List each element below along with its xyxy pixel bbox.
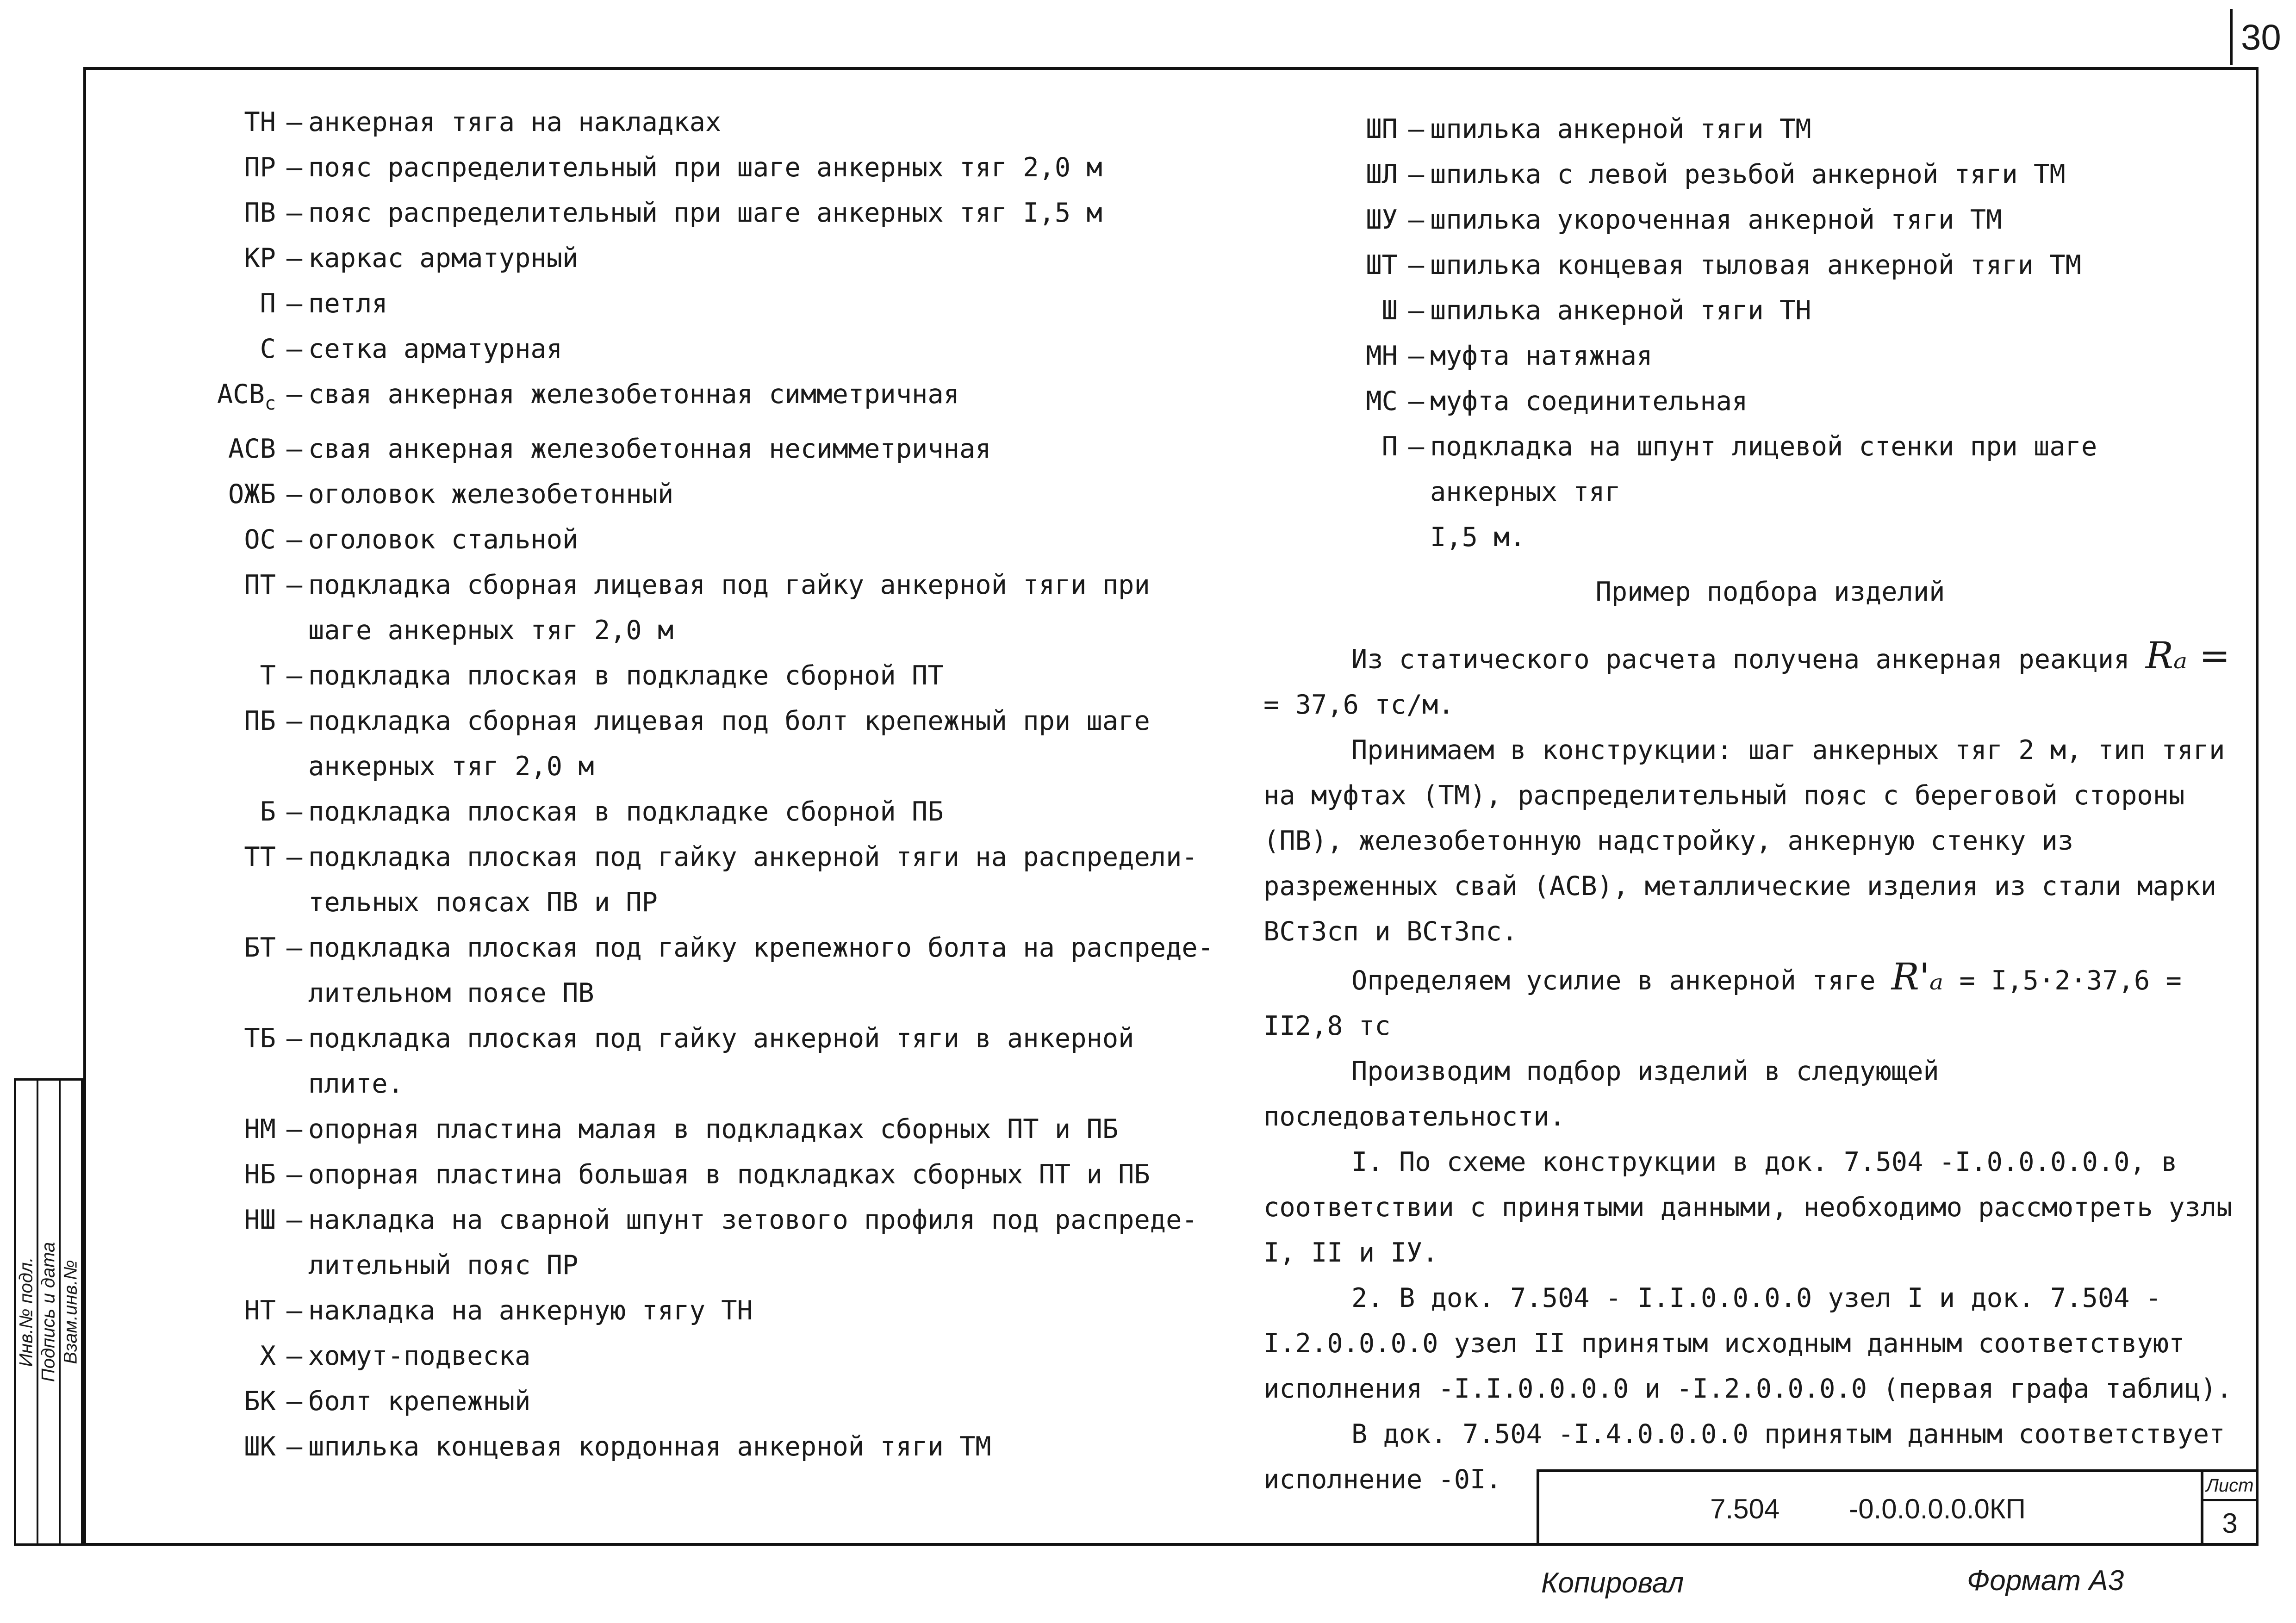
item-code: ТН [244,107,276,137]
left-abbreviation-list [194,99,1305,1469]
item-code: Х [260,1341,276,1371]
item-description: подкладка плоская в подкладке сборной ПТ [308,660,944,691]
item-code: НБ [244,1159,276,1190]
dash-separator: – [1408,205,1425,235]
list-item [194,789,1305,834]
item-code: МС [1366,386,1398,417]
item-description-continued: лительном поясе ПВ [308,978,594,1008]
dash-separator: – [286,152,303,183]
example-para-6: 2. В док. 7.504 - I.I.0.0.0.0 узел I и док. 7.504 -I.2.0.0.0.0 узел II принятым исходным данным соответствуют исполнения -I.I.0.0.0.0 и -I.2.0.0.0.0 (первая графа таблиц). [1263,1283,2233,1404]
item-description: оголовок стальной [308,524,579,555]
item-code: ШЛ [1366,159,1398,190]
dash-separator: – [286,198,303,228]
dash-separator: – [286,1205,303,1235]
dash-separator: – [286,660,303,691]
item-description: подкладка плоская под гайку анкерной тяги в анкерной [308,1023,1134,1054]
footer-copied: Копировал [1541,1567,1684,1599]
item-code: ПТ [244,570,276,600]
list-item [194,281,1305,326]
doc-code: 7.504 [1710,1493,1780,1524]
list-item-continuation [194,880,1305,925]
dash-separator: – [1408,114,1425,144]
item-code: ОЖБ [228,479,276,510]
example-para-1 [1263,633,2240,682]
item-code: ОС [244,524,276,555]
list-item [1310,288,2231,333]
list-item [194,472,1305,517]
item-code: КР [244,243,276,274]
list-item [1310,197,2231,243]
item-code: НМ [244,1114,276,1144]
dash-separator: – [286,243,303,274]
item-code: Ш [1381,295,1398,326]
item-description: подкладка сборная лицевая под гайку анкерной тяги при [308,570,1150,600]
spacer [280,608,308,653]
example-para-5: I. По схеме конструкции в док. 7.504 -I.0.0.0.0.0, в соответствии с принятыми данными, необходимо рассмотреть узлы I, II и IУ. [1263,1147,2233,1268]
spacer [280,744,308,789]
list-item [194,236,1305,281]
item-description: свая анкерная железобетонная несимметричная [308,434,991,464]
item-description: подкладка сборная лицевая под болт крепежный при шаге [308,706,1150,736]
dash-separator: – [286,1295,303,1326]
item-code: ШУ [1366,205,1398,235]
sheet-label: Лист [2203,1472,2256,1501]
force-symbol: R'ₐ [1891,955,1944,998]
list-item [194,1424,1305,1469]
dash-separator: – [286,334,303,364]
dash-separator: – [286,288,303,319]
footer-format: Формат А3 [1967,1565,2124,1597]
list-item [194,99,1305,145]
sidebar-cell-replace [61,1081,81,1543]
sidebar-label-replace: Взам.инв.№ [60,1260,81,1364]
example-para-1a: Из статического расчета получена анкерная реакция [1351,644,2130,675]
list-item [1310,333,2231,379]
item-description: подкладка плоская под гайку крепежного болта на распреде- [308,933,1214,963]
item-code: С [260,334,276,364]
item-description: подкладка плоская в подкладке сборной ПБ [308,796,944,827]
item-description: подкладка на шпунт лицевой стенки при шаге анкерных тяг [1430,431,2113,507]
list-item [194,1379,1305,1424]
item-code: ТБ [244,1023,276,1054]
list-item [1310,424,2231,515]
sidebar-label-sign: Подпись и дата [38,1242,59,1382]
spacer [1310,515,1402,560]
example-para-3 [1263,954,2240,1049]
list-item [194,1152,1305,1197]
item-description: хомут-подвеска [308,1341,531,1371]
spacer [280,880,308,925]
item-code: МН [1366,341,1398,371]
item-description-continued: плите. [308,1069,404,1099]
dash-separator: – [1408,250,1425,280]
item-code: АСВ [228,434,276,464]
dash-separator: – [286,842,303,872]
item-description: сетка арматурная [308,334,563,364]
example-para-2: Принимаем в конструкции: шаг анкерных тяг 2 м, тип тяги на муфтах (ТМ), распределительный пояс с береговой стороны (ПВ), железобетонную надстройку, анкерную стенку из разреженных свай (АСВ), металлические изделия из стали марки ВСт3сп и ВСт3пс. [1263,735,2225,947]
item-code: ТТ [244,842,276,872]
item-code: БК [244,1386,276,1417]
dash-separator: – [286,434,303,464]
list-item [194,698,1305,744]
dash-separator: – [286,1159,303,1190]
list-item-continuation [1310,515,2231,560]
example-section [1263,569,2240,1502]
item-code: НШ [244,1205,276,1235]
dash-separator: – [286,933,303,963]
list-item [194,1016,1305,1061]
dash-separator: – [1408,386,1425,417]
dash-separator: – [286,379,303,410]
item-description: шпилька укороченная анкерной тяги ТМ [1430,205,2002,235]
example-para-7: В док. 7.504 -I.4.0.0.0.0 принятым данным соответствует исполнение -0I. [1263,1419,2225,1495]
item-code: П [260,288,276,319]
dash-separator: – [1408,295,1425,326]
dash-separator: – [286,570,303,600]
list-item [194,372,1305,426]
dash-separator: – [286,1023,303,1054]
item-code: НТ [244,1295,276,1326]
list-item [194,1333,1305,1379]
list-item [194,1288,1305,1333]
item-description: петля [308,288,388,319]
item-description: шпилька концевая кордонная анкерной тяги ТМ [308,1431,991,1462]
item-code-subscript: с [264,393,276,414]
dash-separator: – [286,1114,303,1144]
spacer [280,970,308,1016]
item-code: ПБ [244,706,276,736]
dash-separator: – [286,796,303,827]
dash-separator: – [1408,341,1425,371]
list-item [1310,379,2231,424]
sidebar-cell-inv [16,1081,38,1543]
sheet-cell [2201,1472,2256,1546]
item-description: опорная пластина большая в подкладках сборных ПТ и ПБ [308,1159,1150,1190]
title-block [1537,1469,2256,1546]
dash-separator: – [286,706,303,736]
right-abbreviation-list [1310,106,2231,560]
list-item [194,190,1305,236]
list-item [194,1197,1305,1243]
list-item [194,517,1305,562]
spacer [280,1243,308,1288]
item-description: пояс распределительный при шаге анкерных тяг 2,0 м [308,152,1102,183]
item-code: Б [260,796,276,827]
item-description-continued: шаге анкерных тяг 2,0 м [308,615,674,646]
page-number: 30 [2230,9,2295,65]
list-item [194,326,1305,372]
sidebar-cell-sign [38,1081,61,1543]
list-item-continuation [194,1061,1305,1107]
list-item [194,925,1305,970]
spacer [194,970,280,1016]
item-description: муфта натяжная [1430,341,1653,371]
list-item [194,1107,1305,1152]
list-item-continuation [194,608,1305,653]
example-para-3a: Определяем усилие в анкерной тяге [1351,965,1876,996]
item-code: Т [260,660,276,691]
item-description: накладка на сварной шпунт зетового профиля под распреде- [308,1205,1198,1235]
example-para-1b: = 37,6 тс/м. [1263,690,1454,720]
item-code: $АСВ_с$ [217,379,276,414]
item-description: пояс распределительный при шаге анкерных тяг I,5 м [308,198,1102,228]
item-description-continued: анкерных тяг 2,0 м [308,751,594,782]
item-description: каркас арматурный [308,243,579,274]
doc-suffix: -0.0.0.0.0.0КП [1849,1493,2026,1524]
item-description: шпилька с левой резьбой анкерной тяги ТМ [1430,159,2066,190]
item-description-continued: I,5 м. [1430,522,1525,553]
reaction-symbol: Rₐ = [2145,634,2230,677]
list-item-continuation [194,970,1305,1016]
example-para-4: Производим подбор изделий в следующей последовательности. [1263,1056,1939,1132]
item-description-continued: тельных поясах ПВ и ПР [308,887,658,918]
item-code: БТ [244,933,276,963]
list-item [1310,152,2231,197]
item-description: свая анкерная железобетонная симметричная [308,379,959,410]
list-item [194,145,1305,190]
item-code: ШК [244,1431,276,1462]
item-description: шпилька анкерной тяги ТН [1430,295,1811,326]
item-description: подкладка плоская под гайку анкерной тяги на распредели- [308,842,1198,872]
dash-separator: – [1408,159,1425,190]
dash-separator: – [286,1386,303,1417]
list-item [194,653,1305,698]
dash-separator: – [286,1341,303,1371]
dash-separator: – [286,1431,303,1462]
sidebar-label-inv: Инв.№ подл. [16,1257,37,1367]
spacer [280,1061,308,1107]
dash-separator: – [286,107,303,137]
item-description: болт крепежный [308,1386,531,1417]
list-item [194,562,1305,608]
spacer [194,880,280,925]
dash-separator: – [286,524,303,555]
spacer [194,608,280,653]
list-item [194,426,1305,472]
item-description: муфта соединительная [1430,386,1748,417]
dash-separator: – [286,479,303,510]
item-code: ПР [244,152,276,183]
item-description: шпилька концевая тыловая анкерной тяги ТМ [1430,250,2081,280]
item-description: оголовок железобетонный [308,479,674,510]
sheet-number: 3 [2222,1508,2238,1539]
example-heading: Пример подбора изделий [1595,577,1945,607]
side-stamp [14,1078,83,1546]
dash-separator: – [1408,431,1425,462]
item-description-continued: лительный пояс ПР [308,1250,579,1281]
list-item [194,834,1305,880]
list-item [1310,106,2231,152]
example-para-3b: = I,5·2·37,6 = II2,8 тс [1263,965,2182,1041]
spacer [194,1243,280,1288]
item-code: ПВ [244,198,276,228]
item-description: шпилька анкерной тяги ТМ [1430,114,1811,144]
item-code: ШП [1366,114,1398,144]
list-item-continuation [194,744,1305,789]
doc-code-cell [1539,1472,2196,1546]
item-code: ШТ [1366,250,1398,280]
list-item [1310,243,2231,288]
spacer [194,744,280,789]
spacer [194,1061,280,1107]
item-description: анкерная тяга на накладках [308,107,722,137]
spacer [1402,515,1430,560]
list-item-continuation [194,1243,1305,1288]
item-code: П [1381,431,1398,462]
item-description: накладка на анкерную тягу ТН [308,1295,753,1326]
item-description: опорная пластина малая в подкладках сборных ПТ и ПБ [308,1114,1119,1144]
